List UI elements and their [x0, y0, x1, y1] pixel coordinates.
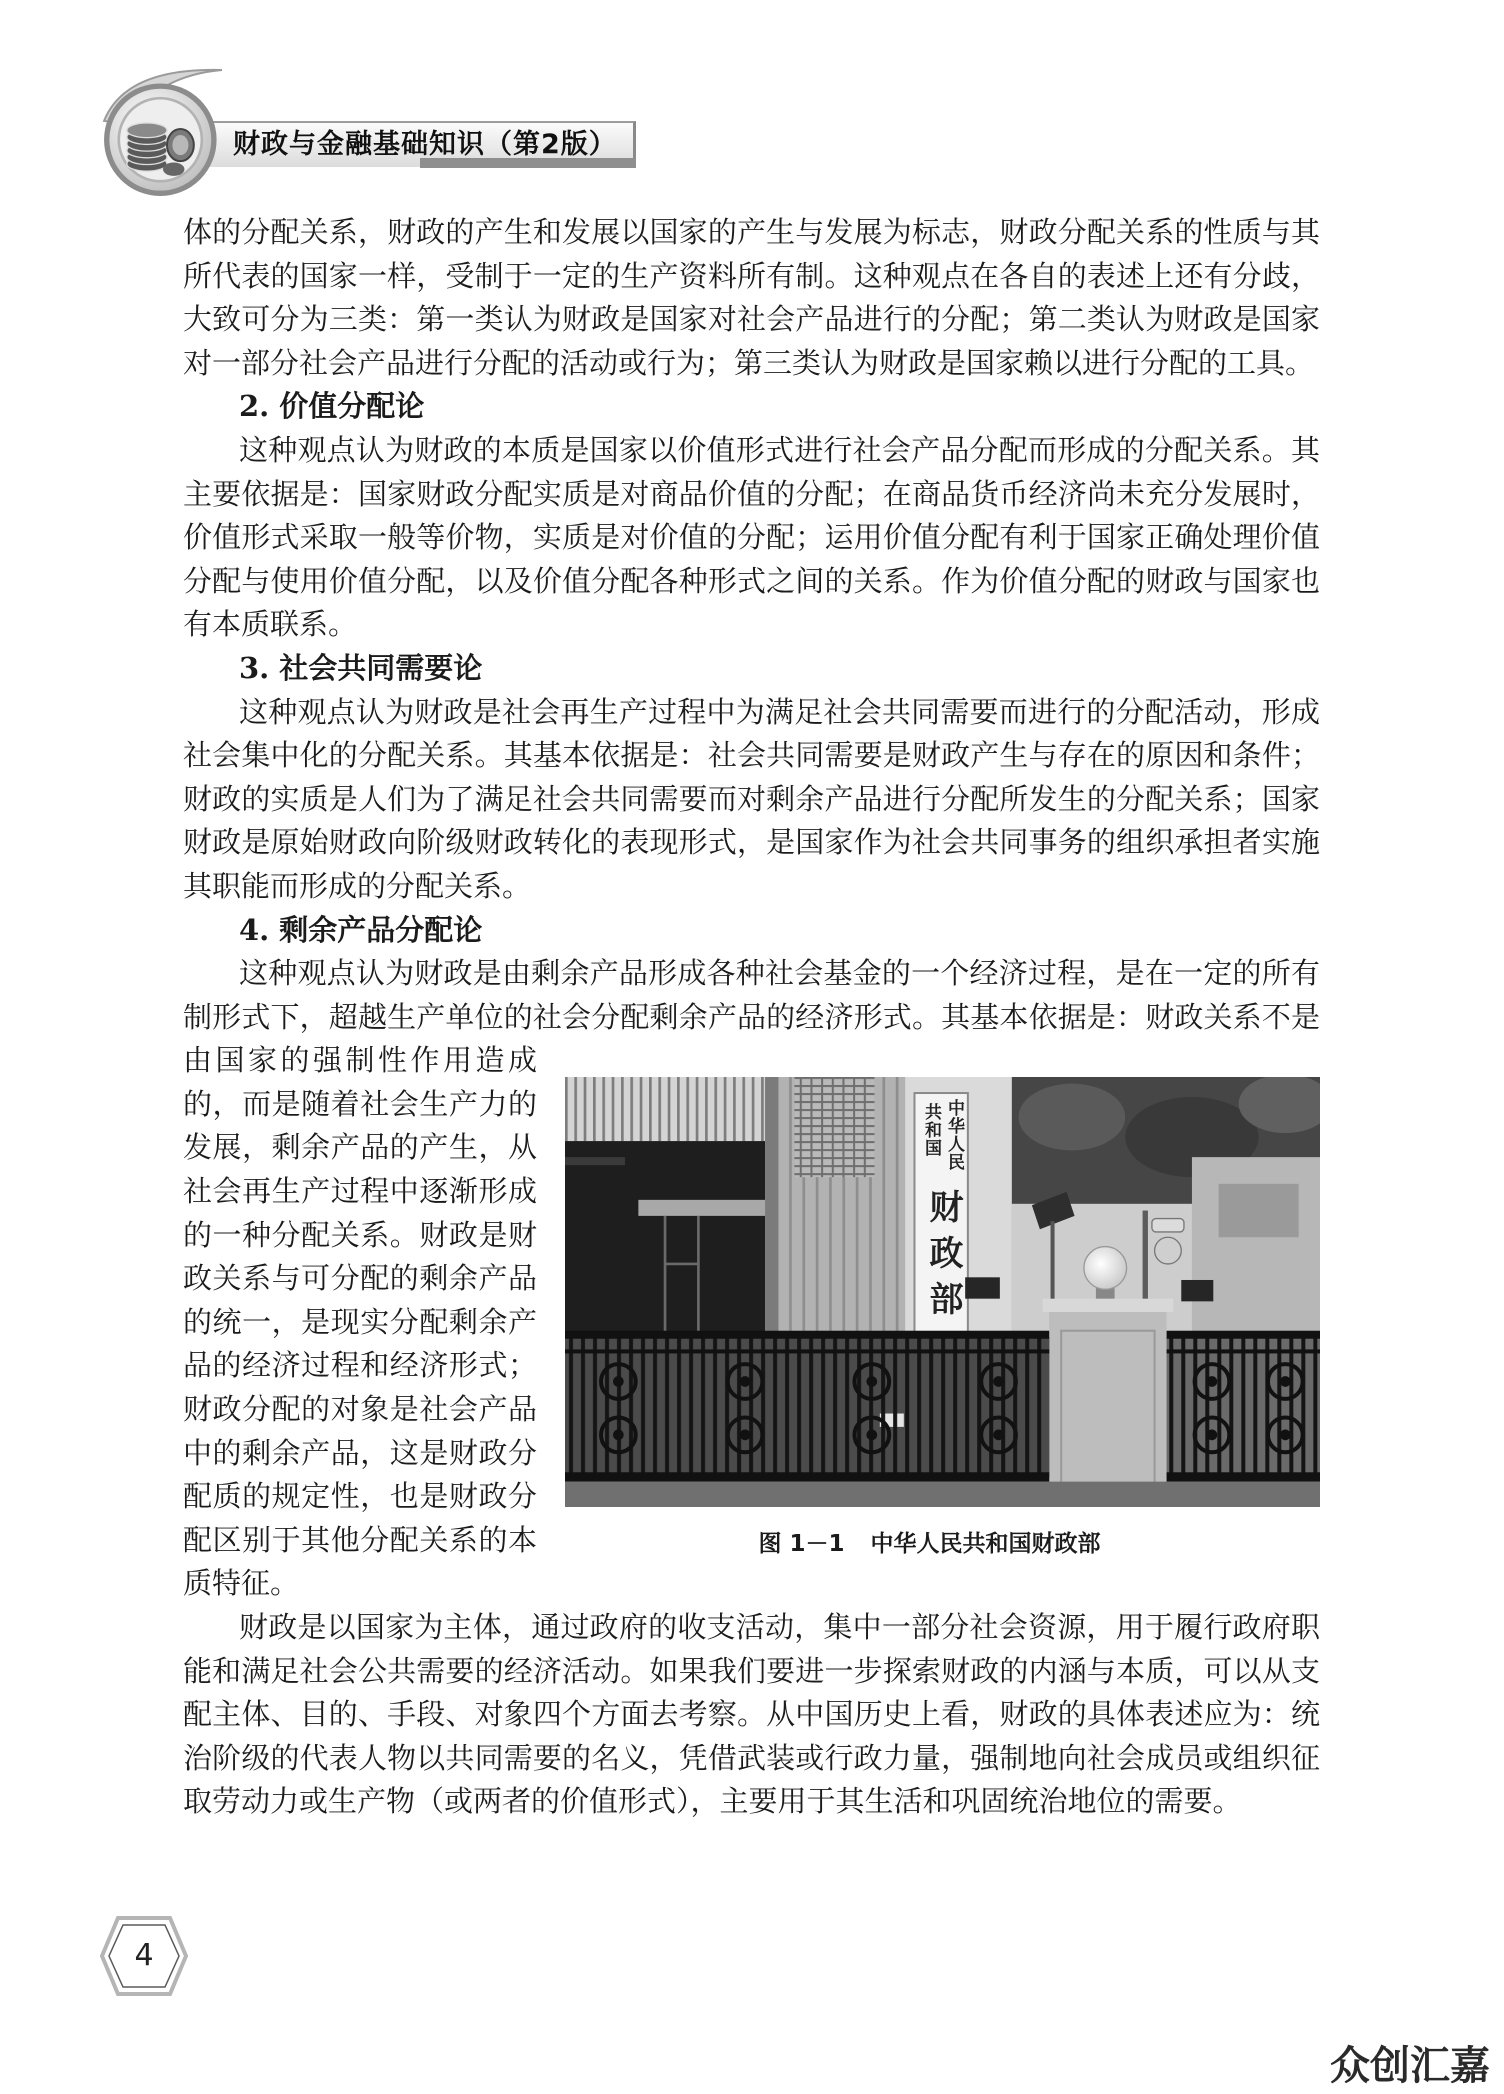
watermark: 众创汇嘉 [1330, 2043, 1490, 2089]
text-line: 财政是以国家为主体，通过政府的收支活动，集中一部分社会资源，用于履行政府职 [239, 1610, 1320, 1644]
text-line: 其职能而形成的分配关系。 [183, 868, 532, 903]
text-line: 这种观点认为财政是社会再生产过程中为满足社会共同需要而进行的分配活动，形成 [239, 694, 1320, 729]
text-line: 治阶级的代表人物以共同需要的名义，凭借武装或行政力量，强制地向社会成员或组织征 [183, 1740, 1320, 1775]
text-line-wrapped: 财政分配的对象是社会产品 [183, 1392, 537, 1427]
section-title: 价值分配论 [279, 389, 425, 424]
text-line: 财政是原始财政向阶级财政转化的表现形式，是国家作为社会共同事务的组织承担者实施 [183, 825, 1320, 860]
section-heading [183, 909, 1320, 953]
text-line: 大致可分为三类：第一类认为财政是国家对社会产品进行的分配；第二类认为财政是国家 [183, 302, 1320, 337]
text-line-wrapped: 的一种分配关系。财政是财 [183, 1217, 537, 1252]
text-line-wrapped: 政关系与可分配的剩余产品 [183, 1261, 537, 1296]
section-title: 剩余产品分配论 [279, 912, 483, 947]
text-line: 这种观点认为财政是由剩余产品形成各种社会基金的一个经济过程，是在一定的所有 [239, 956, 1320, 991]
text-line: 能和满足社会公共需要的经济活动。如果我们要进一步探索财政的内涵与本质，可以从支 [183, 1653, 1320, 1688]
text-line: 体的分配关系，财政的产生和发展以国家的产生与发展为标志，财政分配关系的性质与其 [183, 215, 1320, 249]
figure-label: 图 1－1 [758, 1531, 845, 1557]
sign-text-main: 财政部 [923, 1189, 963, 1327]
middle-facade [765, 1077, 905, 1337]
page-number: 4 [134, 1938, 154, 1973]
text-line: 这种观点认为财政的本质是国家以价值形式进行社会产品分配而形成的分配关系。其 [239, 432, 1320, 467]
text-line: 价值形式采取一般等价物，实质是对价值的分配；运用价值分配有利于国家正确处理价值 [183, 520, 1320, 555]
figure-caption-text: 中华人民共和国财政部 [870, 1531, 1101, 1557]
text-line-wrapped: 由国家的强制性作用造成 [183, 1043, 537, 1078]
text-line-wrapped: 中的剩余产品，这是财政分 [183, 1435, 537, 1470]
coins-logo-icon [96, 62, 230, 196]
text-line: 取劳动力或生产物（或两者的价值形式），主要用于其生活和巩固统治地位的需要。 [183, 1784, 1242, 1819]
section-number: 3. [239, 650, 270, 685]
ground [565, 1482, 1320, 1507]
text-line-wrapped: 配质的规定性，也是财政分 [183, 1479, 537, 1514]
gate-pillar [1043, 1299, 1174, 1507]
text-line-wrapped: 的，而是随着社会生产力的 [183, 1086, 537, 1121]
text-line-wrapped: 发展，剩余产品的产生，从 [183, 1130, 537, 1165]
text-line: 配主体、目的、手段、对象四个方面去考察。从中国历史上看，财政的具体表述应为：统 [183, 1697, 1320, 1732]
section-heading [183, 385, 1320, 429]
text-line: 财政的实质是人们为了满足社会共同需要而对剩余产品进行分配所发生的分配关系；国家 [183, 781, 1320, 816]
left-building [565, 1077, 765, 1337]
text-line-wrapped: 品的经济过程和经济形式； [183, 1348, 537, 1383]
text-line-wrapped: 的统一，是现实分配剩余产 [183, 1304, 537, 1339]
text-line: 社会集中化的分配关系。其基本依据是：社会共同需要是财政产生与存在的原因和条件； [183, 738, 1320, 773]
text-line: 对一部分社会产品进行分配的活动或行为；第三类认为财政是国家赖以进行分配的工具。 [183, 345, 1315, 380]
text-line-wrapped: 社会再生产过程中逐渐形成 [183, 1174, 537, 1209]
section-number: 2. [239, 389, 270, 424]
text-line: 分配与使用价值分配，以及价值分配各种形式之间的关系。作为价值分配的财政与国家也 [183, 563, 1320, 598]
body-text [183, 211, 1320, 1824]
figure-caption [552, 1527, 1307, 1561]
section-number: 4. [239, 912, 270, 947]
section-heading [183, 647, 1320, 691]
iron-fence [565, 1331, 1320, 1482]
section-title: 社会共同需要论 [279, 650, 483, 685]
sign-text-column-left: 共和国 [921, 1103, 941, 1157]
text-line: 所代表的国家一样，受制于一定的生产资料所有制。这种观点在各自的表述上还有分歧， [183, 258, 1320, 293]
text-line-wrapped: 质特征。 [183, 1566, 300, 1601]
text-line: 制形式下，超越生产单位的社会分配剩余产品的经济形式。其基本依据是：财政关系不是 [183, 999, 1320, 1034]
ministry-of-finance-photo [565, 1077, 1320, 1507]
text-line: 有本质联系。 [183, 607, 358, 642]
sign-text-column-right: 中华人民 [944, 1099, 964, 1171]
text-line: 主要依据是：国家财政分配实质是对商品价值的分配；在商品货币经济尚未充分发展时， [183, 476, 1320, 511]
running-header-title: 财政与金融基础知识（第2版） [233, 129, 617, 160]
text-line-wrapped: 配区别于其他分配关系的本 [183, 1522, 537, 1557]
